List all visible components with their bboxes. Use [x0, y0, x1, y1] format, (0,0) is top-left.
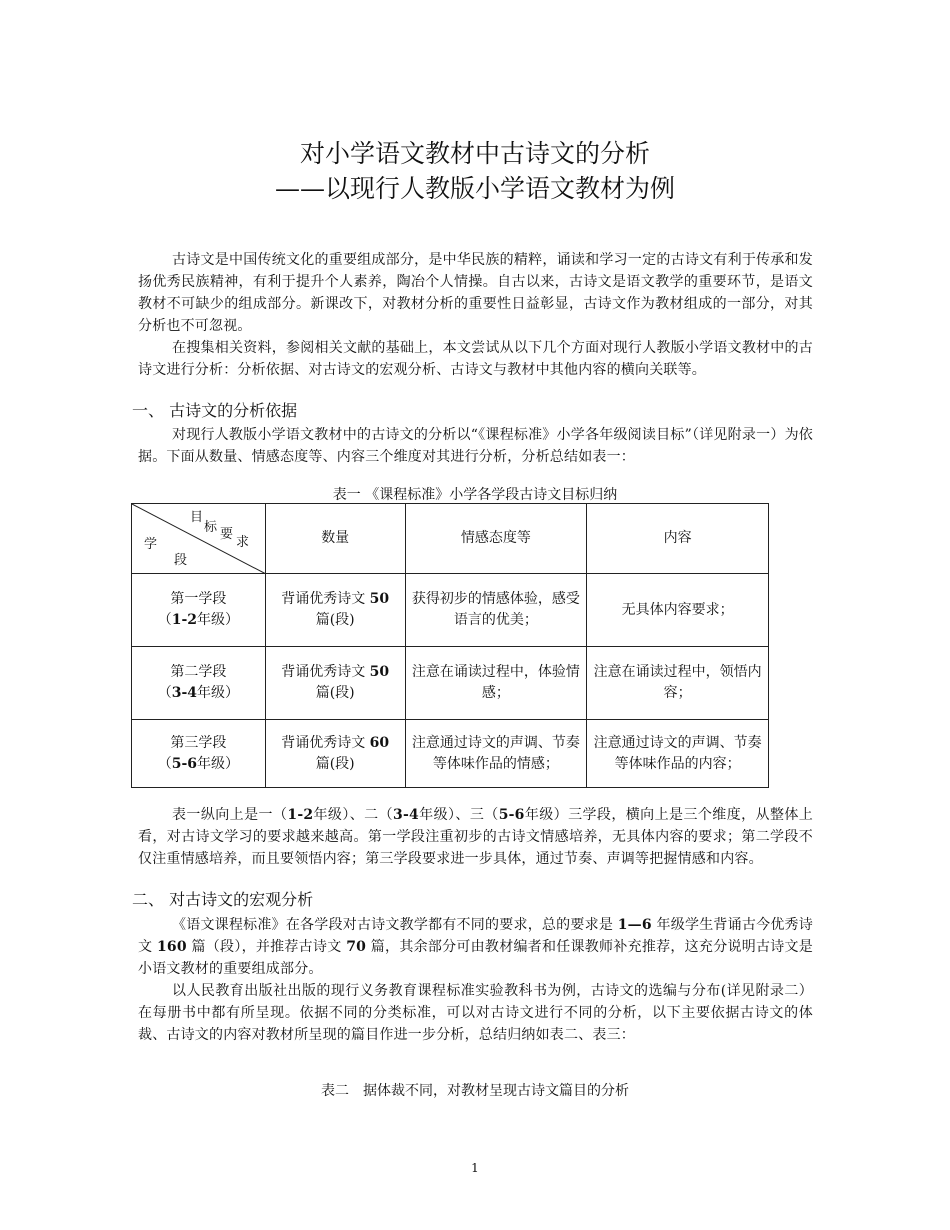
- table-header-cell: 数量: [265, 504, 405, 574]
- corner-char: 标: [204, 520, 218, 535]
- corner-char: 段: [174, 553, 188, 568]
- corner-char: 学: [144, 537, 158, 552]
- page-title: 对小学语文教材中古诗文的分析: [299, 139, 650, 168]
- table-row: [132, 720, 769, 788]
- intro-paragraph-2: 在搜集相关资料，参阅相关文献的基础上，本文尝试从以下几个方面对现行人教版小学语文教材中的古诗文进行分析：分析依据、对古诗文的宏观分析、古诗文与教材中其他内容的横向关联等。: [138, 340, 813, 378]
- section1-heading: 一、 古诗文的分析依据: [132, 401, 298, 420]
- table2-caption: 表二 据体裁不同，对教材呈现古诗文篇目的分析: [321, 1083, 629, 1099]
- table-cell-stage: 第二学段 （3-4年级）: [132, 647, 266, 720]
- table-cell-content: 无具体内容要求；: [587, 574, 769, 647]
- table-cell-stage: 第三学段 （5-6年级）: [132, 720, 266, 788]
- corner-char: 求: [236, 535, 250, 550]
- table-cell-content: 注意在诵读过程中，领悟内容；: [587, 647, 769, 720]
- table-row: [132, 647, 769, 720]
- table-cell-content: 注意通过诗文的声调、节奏等体味作品的内容；: [587, 720, 769, 788]
- goals-table: [131, 503, 769, 788]
- table-cell-quantity: 背诵优秀诗文 60 篇(段): [265, 720, 405, 788]
- page-subtitle: ——以现行人教版小学语文教材为例: [274, 174, 675, 203]
- table1-explanation-paragraph: 表一纵向上是一（1-2年级）、二（3-4年级）、三（5-6年级）三学段，横向上是三个维度，从整体上看，对古诗文学习的要求越来越高。第一学段注重初步的古诗文情感培养，无具体内容的要求；第二学段不仅注重情感培养，而且要领悟内容；第三学段要求进一步具体，通过节奏、声调等把握情感和内容。: [138, 807, 814, 867]
- table-header-cell: 情感态度等: [405, 504, 587, 574]
- table-cell-emotion: 获得初步的情感体验，感受语言的优美；: [405, 574, 587, 647]
- intro-paragraph-1: 古诗文是中国传统文化的重要组成部分，是中华民族的精粹，诵读和学习一定的古诗文有利于传承和发扬优秀民族精神，有利于提升个人素养，陶冶个人情操。自古以来，古诗文是语文教学的重要环节，是语文教材不可缺少的组成部分。新课改下，对教材分析的重要性日益彰显，古诗文作为教材组成的一部分，对其分析也不可忽视。: [138, 252, 813, 334]
- table1-caption: 表一 《课程标准》小学各学段古诗文目标归纳: [332, 487, 618, 503]
- section1-paragraph: 对现行人教版小学语文教材中的古诗文的分析以“《课程标准》小学各年级阅读目标”（详见附录一）为依据。下面从数量、情感态度等、内容三个维度对其进行分析，分析总结如表一：: [138, 427, 813, 465]
- table-header-cell: 内容: [587, 504, 769, 574]
- table-row: [132, 574, 769, 647]
- table-cell-emotion: 注意在诵读过程中，体验情感；: [405, 647, 587, 720]
- page-number: 1: [471, 1161, 479, 1175]
- table-header-row: [132, 504, 769, 574]
- table-cell-emotion: 注意通过诗文的声调、节奏等体味作品的情感；: [405, 720, 587, 788]
- corner-char: 要: [220, 527, 234, 542]
- table-cell-stage: 第一学段 （1-2年级）: [132, 574, 266, 647]
- corner-char: 目: [190, 510, 204, 525]
- table-cell-quantity: 背诵优秀诗文 50 篇(段): [265, 574, 405, 647]
- section2-paragraph-2: 以人民教育出版社出版的现行义务教育课程标准实验教科书为例，古诗文的选编与分布(详见附录二）在每册书中都有所呈现。依据不同的分类标准，可以对古诗文进行不同的分析，以下主要依据古诗文的体裁、古诗文的内容对教材所呈现的篇目作进一步分析，总结归纳如表二、表三：: [138, 983, 813, 1043]
- section2-heading: 二、 对古诗文的宏观分析: [132, 890, 314, 909]
- table-cell-quantity: 背诵优秀诗文 50 篇(段): [265, 647, 405, 720]
- table-corner-cell: [132, 504, 266, 574]
- section2-paragraph-1: 《语文课程标准》在各学段对古诗文教学都有不同的要求，总的要求是 1—6 年级学生背诵古今优秀诗文 160 篇（段），并推荐古诗文 70 篇，其余部分可由教材编者和任课教师补充推荐，这充分说明古诗文是小语文教材的重要组成部分。: [138, 917, 813, 977]
